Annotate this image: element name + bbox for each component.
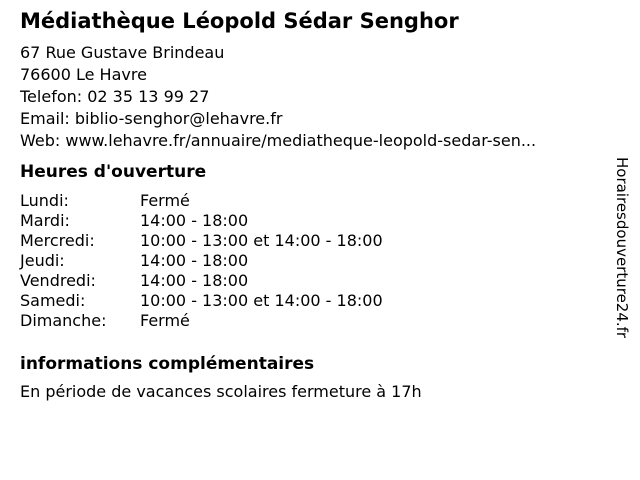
contact-block xyxy=(20,42,595,152)
hours-row-sunday xyxy=(20,311,595,331)
day-label: Mardi: xyxy=(20,211,70,230)
hours-value: Fermé xyxy=(140,191,190,210)
web-line xyxy=(20,130,595,152)
day-label: Vendredi: xyxy=(20,271,96,290)
day-label: Jeudi: xyxy=(20,251,65,270)
vertical-branding xyxy=(613,0,631,480)
additional-info-text: En période de vacances scolaires fermeture à 17h xyxy=(20,382,422,401)
hours-value: 10:00 - 13:00 et 14:00 - 18:00 xyxy=(140,291,383,310)
email-value: biblio-senghor@lehavre.fr xyxy=(74,109,283,128)
hours-row-monday xyxy=(20,191,595,211)
page-title: Médiathèque Léopold Sédar Senghor xyxy=(20,9,459,33)
hours-value: 14:00 - 18:00 xyxy=(140,251,249,270)
address-city: 76600 Le Havre xyxy=(20,65,147,84)
phone-label: Telefon: xyxy=(20,87,83,106)
hours-table xyxy=(20,191,595,331)
hours-value: 14:00 - 18:00 xyxy=(140,271,249,290)
email-label: Email: xyxy=(20,109,70,128)
additional-info-heading: informations complémentaires xyxy=(20,354,315,374)
hours-row-saturday xyxy=(20,291,595,311)
hours-row-thursday xyxy=(20,251,595,271)
day-label: Dimanche: xyxy=(20,311,107,330)
web-label: Web: xyxy=(20,131,61,150)
phone-value: 02 35 13 99 27 xyxy=(87,87,210,106)
hours-value: 10:00 - 13:00 et 14:00 - 18:00 xyxy=(140,231,383,250)
hours-row-wednesday xyxy=(20,231,595,251)
web-value: www.lehavre.fr/annuaire/mediatheque-leopold-sedar-sen... xyxy=(65,131,537,150)
day-label: Samedi: xyxy=(20,291,86,310)
hours-row-friday xyxy=(20,271,595,291)
hours-heading: Heures d'ouverture xyxy=(20,162,207,182)
main-content xyxy=(20,0,595,402)
address-street: 67 Rue Gustave Brindeau xyxy=(20,43,225,62)
email-line xyxy=(20,108,595,130)
phone-line xyxy=(20,86,595,108)
day-label: Lundi: xyxy=(20,191,69,210)
day-label: Mercredi: xyxy=(20,231,95,250)
hours-row-tuesday xyxy=(20,211,595,231)
branding-watermark-text: Horairesdouverture24.fr xyxy=(613,157,631,339)
hours-value: 14:00 - 18:00 xyxy=(140,211,249,230)
hours-value: Fermé xyxy=(140,311,190,330)
